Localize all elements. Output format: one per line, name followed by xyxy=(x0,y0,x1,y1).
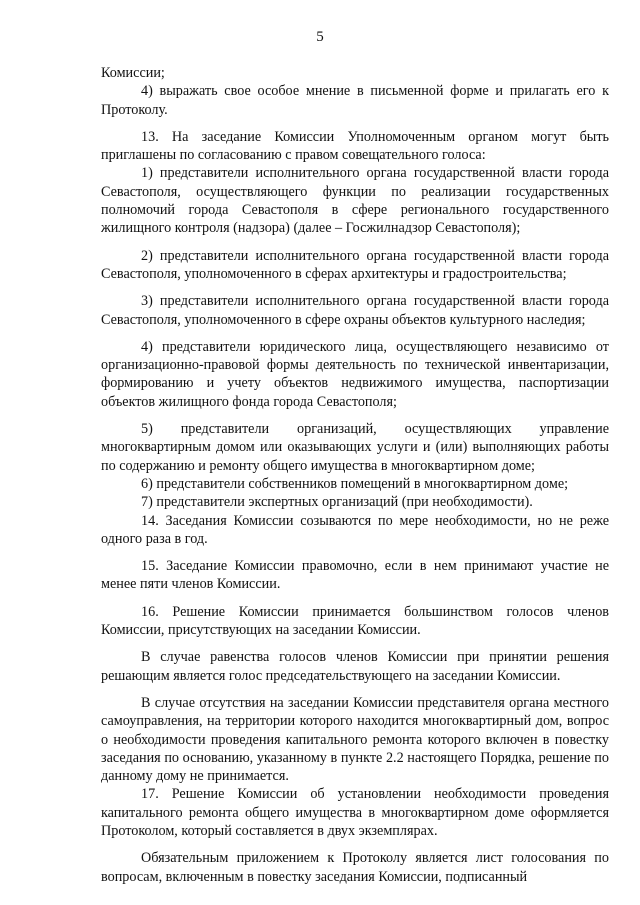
paragraph: 1) представители исполнительного органа государственной власти города Севастополя, осуществляющего функции по реализации государственных полномочий города Севастополя в сфере регионального государственного жилищного контроля (надзора) (далее – Госжилнадзор Севастополя); xyxy=(101,165,609,237)
paragraph: 4) выражать свое особое мнение в письменной форме и прилагать его к Протоколу. xyxy=(101,83,609,118)
paragraph: 17. Решение Комиссии об установлении необходимости проведения капитального ремонта общего имущества в многоквартирном доме оформляется Протоколом, который составляется в двух экземплярах. xyxy=(101,786,609,839)
paragraph: 4) представители юридического лица, осуществляющего независимо от организационно-правовой формы деятельность по технической инвентаризации, формированию и учету объектов недвижимого имущества, паспортизации объектов жилищного фонда города Севастополя; xyxy=(101,338,609,410)
paragraph: 14. Заседания Комиссии созываются по мере необходимости, но не реже одного раза в год. xyxy=(101,512,609,547)
paragraph: 5) представители организаций, осуществляющих управление многоквартирным домом или оказывающих услуги и (или) выполняющих работы по содержанию и ремонту общего имущества в многоквартирном доме; xyxy=(101,421,609,474)
paragraph: 2) представители исполнительного органа государственной власти города Севастополя, уполномоченного в сферах архитектуры и градостроительства; xyxy=(101,247,609,282)
paragraph: 16. Решение Комиссии принимается большинством голосов членов Комиссии, присутствующих на заседании Комиссии. xyxy=(101,603,609,639)
paragraph: Обязательным приложением к Протоколу является лист голосования по вопросам, включенным в повестку заседания Комиссии, подписанный xyxy=(101,850,609,885)
paragraph: В случае отсутствия на заседании Комиссии представителя органа местного самоуправления, на территории которого находится многоквартирный дом, вопрос о необходимости проведения капитального ремонта которого включен в повестку заседания по основанию, указанному в пункте 2.2 настоящего Порядка, решение по данному дому не принимается. xyxy=(101,694,609,785)
paragraph: 6) представители собственников помещений в многоквартирном доме; xyxy=(141,475,569,492)
paragraph: 3) представители исполнительного органа государственной власти города Севастополя, уполномоченного в сфере охраны объектов культурного наследия; xyxy=(101,293,609,328)
paragraph: Комиссии; xyxy=(101,65,165,81)
paragraph: 15. Заседание Комиссии правомочно, если в нем принимают участие не менее пяти членов Комиссии. xyxy=(101,558,609,593)
paragraph: В случае равенства голосов членов Комиссии при принятии решения решающим является голос председательствующего на заседании Комиссии. xyxy=(101,649,609,684)
document-body xyxy=(101,64,609,886)
paragraph: 7) представители экспертных организаций (при необходимости). xyxy=(141,494,533,511)
page-number: 5 xyxy=(316,29,324,45)
paragraph: 13. На заседание Комиссии Уполномоченным органом могут быть приглашены по согласованию с правом совещательного голоса: xyxy=(101,128,609,164)
